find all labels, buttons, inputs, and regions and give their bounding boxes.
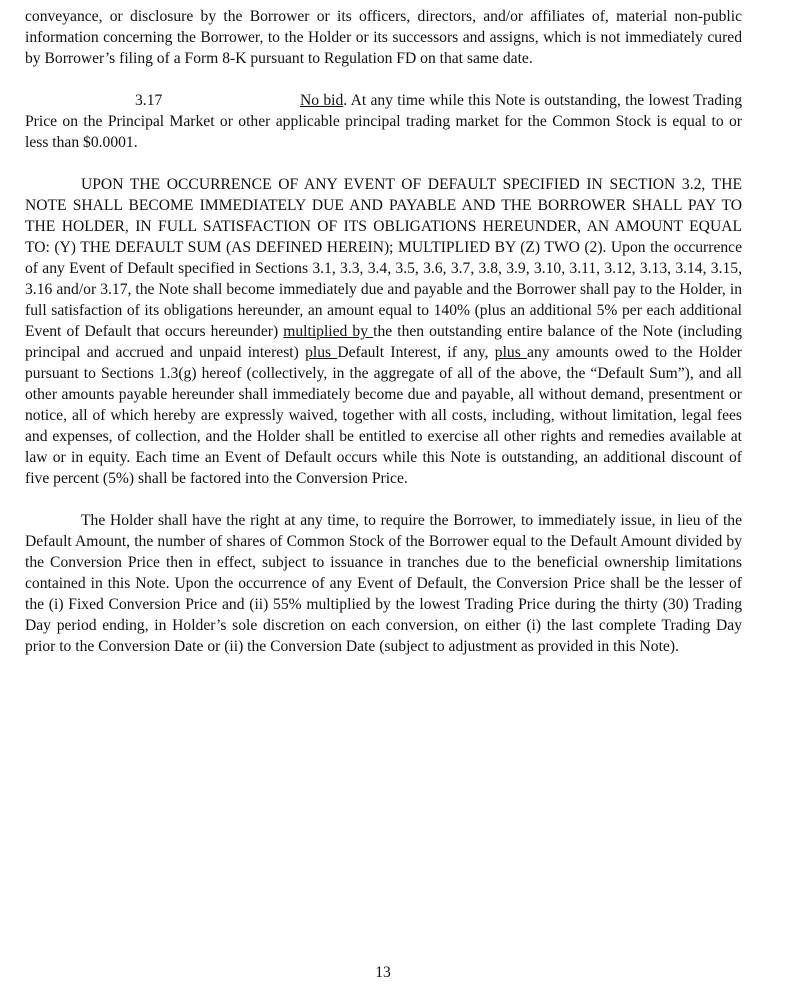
document-page [25, 6, 742, 657]
default-paragraph [25, 174, 742, 489]
default-caps-text: UPON THE OCCURRENCE OF ANY EVENT OF DEFAULT SPECIFIED IN SECTION 3.2, THE NOTE SHALL BECOME IMMEDIATELY DUE AND PAYABLE AND THE BORROWER SHALL PAY TO THE HOLDER, IN FULL SATISFACTION OF ITS OBLIGATIONS HEREUNDER, AN AMOUNT EQUAL TO: (Y) THE DEFAULT SUM (AS DEFINED HEREIN); MULTIPLIED BY (Z) TWO (2). [25, 176, 742, 256]
default-text-1: Upon the occurrence of any Event of Default specified in Sections 3.1, 3.3, 3.4, 3.5, 3.6, 3.7, 3.8, 3.9, 3.10, 3.11, 3.12, 3.13, 3.14, 3.15, 3.16 and/or 3.17, the Note shall become immediately due and payable and the Borrower shall pay to the Holder, in full satisfaction of its obligations hereunder, an amount equal to 140% (plus an additional 5% per each additional Event of Default that occurs hereunder) [25, 239, 743, 340]
default-text-2: the then outstanding entire balance of the Note (including principal and accrued and unpaid interest) [25, 323, 742, 361]
page-number: 13 [375, 964, 391, 981]
default-text-3: Default Interest, if any, [337, 344, 495, 361]
underlined-plus-2: plus [494, 344, 528, 361]
section-3-17-paragraph [25, 90, 742, 153]
default-text-4: any amounts owed to the Holder pursuant to Sections 1.3(g) hereof (collectively, in the aggregate of all of the above, the “Default Sum”), and all other amounts payable hereunder shall immediately become due and payable, all without demand, presentment or notice, all of which hereby are expressly waived, together with all costs, including, without limitation, legal fees and expenses, of collection, and the Holder shall be entitled to exercise all other rights and remedies available at law or in equity. Each time an Event of Default occurs while this Note is outstanding, an additional discount of five percent (5%) shall be factored into the Conversion Price. [25, 344, 742, 487]
section-number: 3.17 [135, 92, 163, 109]
holder-paragraph: The Holder shall have the right at any time, to require the Borrower, to immediately issue, in lieu of the Default Amount, the number of shares of Common Stock of the Borrower equal to the Default Amount divided by the Conversion Price then in effect, subject to issuance in tranches due to the beneficial ownership limitations contained in this Note. Upon the occurrence of any Event of Default, the Conversion Price shall be the lesser of the (i) Fixed Conversion Price and (ii) 55% multiplied by the lowest Trading Price during the thirty (30) Trading Day period ending, in Holder’s sole discretion on each conversion, on either (i) the last complete Trading Day prior to the Conversion Date or (ii) the Conversion Date (subject to adjustment as provided in this Note). [25, 512, 742, 655]
underlined-plus-1: plus [305, 344, 338, 361]
section-text: . At any time while this Note is outstanding, the lowest Trading Price on the Principal Market or other applicable principal trading market for the Common Stock is equal to or less than $0.0001. [25, 92, 742, 151]
underlined-multiplied-by: multiplied by [283, 323, 374, 340]
intro-paragraph: conveyance, or disclosure by the Borrower or its officers, directors, and/or affiliates of, material non-public information concerning the Borrower, to the Holder or its successors and assigns, which is not immediately cured by Borrower’s filing of a Form 8-K pursuant to Regulation FD on that same date. [25, 8, 742, 67]
section-heading: No bid [300, 92, 344, 109]
